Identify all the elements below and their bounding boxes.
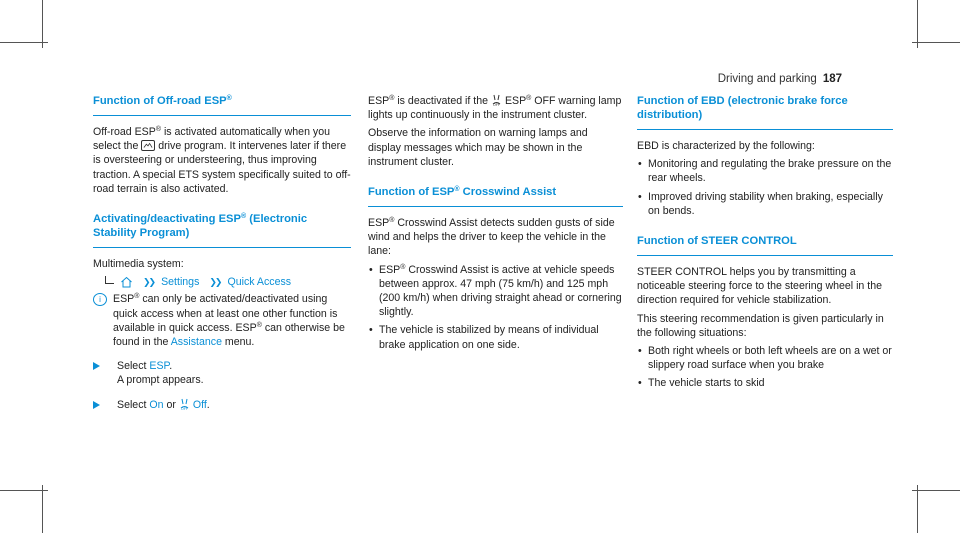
heading-rule (93, 115, 351, 116)
steer-control-text: STEER CONTROL helps you by transmitting a noticeable steering force to the steering wheel in the direction required for vehicle stabilization. (637, 266, 882, 307)
heading-activating-esp: Activating/deactivating ESP® (Electronic Stability Program) (93, 213, 308, 240)
ebd-intro: EBD is characterized by the following: (637, 140, 815, 152)
multimedia-label: Multimedia system: (93, 258, 184, 271)
esp-off-icon (179, 398, 190, 410)
home-icon[interactable] (120, 276, 133, 288)
crop-mark-tl-v (42, 0, 43, 48)
crop-mark-br-h (912, 490, 960, 491)
info-note (93, 292, 351, 349)
steer-situations-list (637, 344, 893, 391)
heading-steer-control: Function of STEER CONTROL (637, 235, 797, 248)
step-result: A prompt appears. (117, 374, 204, 387)
heading-ebd: Function of EBD (electronic brake force distribution) (637, 95, 848, 121)
crop-mark-tr-h (912, 42, 960, 43)
page-header (718, 73, 842, 85)
crosswind-list (368, 263, 623, 352)
crop-mark-tr-v (917, 0, 918, 48)
esp-off-warning-icon (491, 94, 502, 106)
heading-rule (93, 247, 351, 248)
menu-path (105, 275, 351, 289)
crop-mark-br-v (917, 485, 918, 533)
column-middle (368, 94, 623, 356)
info-note-text: ESP® can only be activated/deactivated using quick access when at least one other function is available in quick access. ESP® can otherwise be found in the Assistance menu. (113, 293, 345, 349)
menu-settings[interactable]: Settings (161, 276, 200, 289)
offroad-drive-program-icon (141, 140, 155, 151)
esp-deactivated-text: ESP® is deactivated if the OFF ESP® OFF warning lamp lights up continuously in the instrument cluster. (368, 95, 622, 122)
observe-info-text: Observe the information on warning lamps and display messages which may be shown in the instrument cluster. (368, 127, 588, 168)
list-item: • ESP® Crosswind Assist is active at vehicle speeds between approx. 47 mph (75 km/h) and 125 mph (200 km/h) when driving straight ahead or cornering slightly. (368, 263, 623, 320)
page-number: 187 (822, 73, 842, 85)
heading-rule (368, 206, 623, 207)
menu-quick-access[interactable]: Quick Access (227, 276, 292, 289)
list-item: • Monitoring and regulating the brake pressure on the rear wheels. (637, 157, 893, 185)
off-option[interactable]: Off (192, 398, 207, 411)
crop-mark-bl-h (0, 490, 48, 491)
esp-option[interactable]: ESP (149, 360, 170, 373)
list-item: • Both right wheels or both left wheels are on a wet or slippery road surface when you brake (637, 344, 893, 372)
svg-text:OFF: OFF (492, 103, 500, 106)
heading-rule (637, 129, 893, 130)
step-arrow-icon (93, 362, 107, 370)
chevron-right-icon: ❯❯ (143, 277, 155, 288)
section-title: Driving and parking (717, 73, 817, 85)
list-item: • Improved driving stability when braking, especially on bends. (637, 190, 893, 218)
on-option[interactable]: On (149, 398, 164, 411)
heading-crosswind-assist: Function of ESP® Crosswind Assist (368, 186, 557, 199)
info-icon: i (93, 293, 107, 306)
column-left (93, 94, 351, 412)
list-item: • The vehicle is stabilized by means of individual brake application on one side. (368, 323, 623, 351)
step-select-esp: Select ESP. A prompt appears. (93, 359, 351, 387)
assistance-link[interactable]: Assistance (170, 336, 222, 349)
crop-mark-bl-v (42, 485, 43, 533)
chevron-right-icon: ❯❯ (209, 277, 221, 288)
step-select-on-off: Select On or OFF Off. (93, 398, 351, 412)
path-arrow-icon (105, 276, 114, 284)
heading-offroad-esp: Function of Off-road ESP® (93, 95, 232, 107)
crop-mark-tl-h (0, 42, 48, 43)
list-item: • The vehicle starts to skid (637, 376, 893, 390)
crosswind-intro: ESP® Crosswind Assist detects sudden gusts of side wind and helps the driver to keep the vehicle in the lane: (368, 217, 615, 258)
column-right (637, 94, 893, 395)
offroad-esp-text: Off-road ESP® is activated automatically when you select the drive program. It intervenes later if there is oversteering or understeering, thus improving traction. A special ETS system specifically suited to off-road terrain is also activated. (93, 126, 351, 195)
ebd-list (637, 157, 893, 218)
svg-text:OFF: OFF (180, 406, 188, 410)
steer-recommendation-text: This steering recommendation is given particularly in the following situations: (637, 312, 884, 339)
heading-rule (637, 255, 893, 256)
step-arrow-icon (93, 401, 107, 409)
